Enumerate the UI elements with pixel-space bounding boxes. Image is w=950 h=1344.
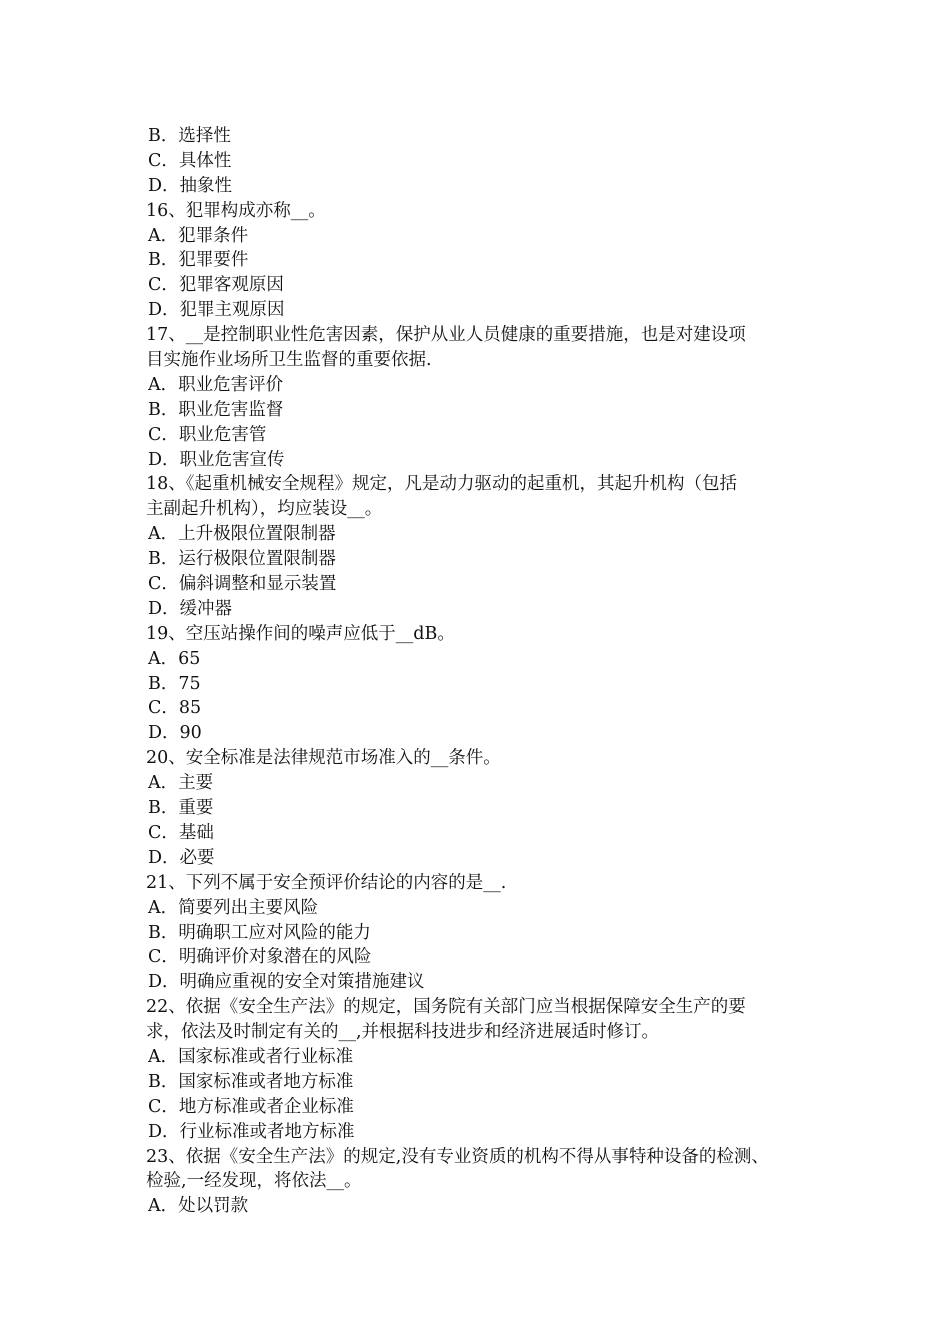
answer-option: D．犯罪主观原因 (148, 300, 285, 321)
question-text-line: 17、__是控制职业性危害因素，保护从业人员健康的重要措施，也是对建设项 (146, 325, 746, 346)
answer-option: C．基础 (148, 822, 214, 843)
answer-option: B．75 (148, 673, 201, 694)
question-list (146, 124, 826, 1219)
question-text-line: 19、空压站操作间的噪声应低于__dB。 (146, 623, 455, 644)
answer-option: C．具体性 (148, 150, 232, 171)
answer-option: B．国家标准或者地方标准 (148, 1071, 354, 1092)
question-text-line: 22、依据《安全生产法》的规定，国务院有关部门应当根据保障安全生产的要 (146, 997, 746, 1018)
answer-option: B．重要 (148, 798, 214, 819)
question-text-line: 21、下列不属于安全预评价结论的内容的是__. (146, 872, 507, 893)
answer-option: D．缓冲器 (148, 598, 233, 619)
answer-option: C．偏斜调整和显示装置 (148, 574, 337, 595)
answer-option: D．明确应重视的安全对策措施建议 (148, 972, 425, 993)
answer-option: A．主要 (148, 773, 214, 794)
question-text-line: 目实施作业场所卫生监督的重要依据. (146, 350, 432, 371)
answer-option: B．犯罪要件 (148, 250, 249, 271)
answer-option: C．85 (148, 698, 202, 719)
answer-option: C．明确评价对象潜在的风险 (148, 947, 372, 968)
answer-option: D．抽象性 (148, 175, 233, 196)
answer-option: A．国家标准或者行业标准 (148, 1046, 354, 1067)
question-text-line: 18、《起重机械安全规程》规定，凡是动力驱动的起重机，其起升机构（包括 (146, 474, 738, 495)
answer-option: D．职业危害宣传 (148, 449, 285, 470)
answer-option: B．运行极限位置限制器 (148, 549, 336, 570)
answer-option: A．处以罚款 (148, 1196, 249, 1217)
answer-option: C．职业危害管 (148, 424, 267, 445)
answer-option: B．选择性 (148, 126, 231, 146)
answer-option: A．上升极限位置限制器 (148, 524, 336, 545)
answer-option: A．犯罪条件 (148, 225, 249, 246)
answer-option: C．犯罪客观原因 (148, 275, 284, 296)
answer-option: C．地方标准或者企业标准 (148, 1096, 354, 1117)
answer-option: A．65 (148, 648, 201, 669)
answer-option: B．明确职工应对风险的能力 (148, 922, 371, 943)
answer-option: B．职业危害监督 (148, 399, 284, 420)
question-text-line: 20、安全标准是法律规范市场准入的__条件。 (146, 748, 501, 769)
question-text-line: 16、犯罪构成亦称__。 (146, 200, 326, 221)
answer-option: D．必要 (148, 847, 215, 868)
answer-option: D．行业标准或者地方标准 (148, 1121, 355, 1142)
answer-option: A．职业危害评价 (148, 374, 284, 395)
question-text-line: 23、依据《安全生产法》的规定,没有专业资质的机构不得从事特种设备的检测、 (146, 1146, 769, 1167)
answer-option: D．90 (148, 723, 202, 744)
question-text-line: 检验,一经发现，将依法__。 (146, 1171, 362, 1192)
answer-option: A．简要列出主要风险 (148, 897, 319, 918)
question-text-line: 主副起升机构），均应装设__。 (146, 499, 383, 520)
question-text-line: 求，依法及时制定有关的__,并根据科技进步和经济进展适时修订。 (146, 1022, 660, 1043)
